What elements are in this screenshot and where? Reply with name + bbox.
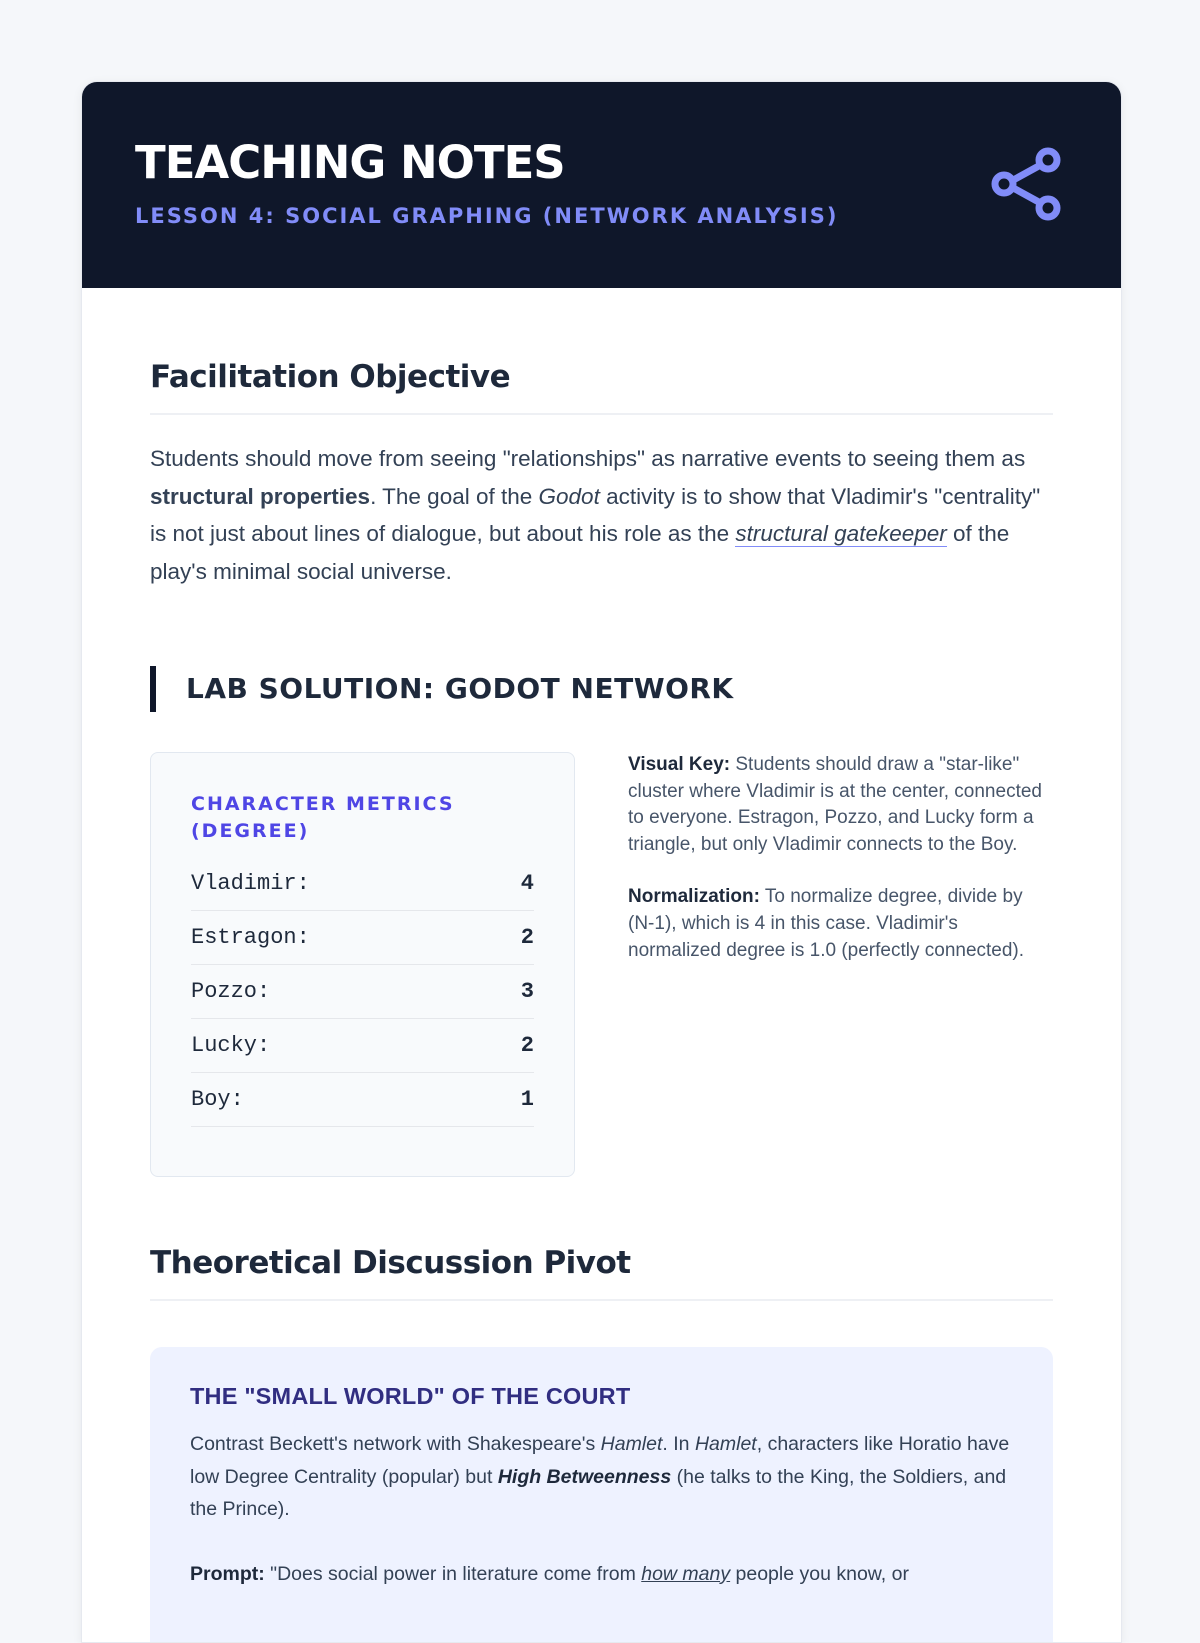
prompt-text: "Does social power in literature come from — [264, 1562, 642, 1585]
lab-notes — [628, 752, 1053, 990]
metric-row — [191, 1073, 534, 1127]
theoretical-discussion-heading: Theoretical Discussion Pivot — [150, 1245, 1053, 1301]
prompt-rest: people you know, or — [730, 1562, 909, 1585]
objective-text-4: of the play's minimal social universe. — [150, 521, 1010, 584]
facilitation-objective-heading: Facilitation Objective — [150, 359, 1053, 415]
callout-text-2: . In — [662, 1433, 695, 1455]
callout-em-hamlet-1: Hamlet — [600, 1433, 663, 1455]
metric-row — [191, 1019, 534, 1073]
callout-text-1: Contrast Beckett's network with Shakespeare's — [190, 1433, 601, 1455]
lesson-subtitle: LESSON 4: SOCIAL GRAPHING (NETWORK ANALYSIS) — [135, 204, 839, 228]
callout-title: THE "SMALL WORLD" OF THE COURT — [190, 1383, 631, 1409]
objective-em-gatekeeper: structural gatekeeper — [735, 521, 947, 546]
metric-name: Estragon: — [191, 925, 310, 950]
metric-row — [191, 911, 534, 965]
callout-em-hamlet-2: Hamlet — [694, 1433, 757, 1455]
teaching-notes-card — [81, 81, 1122, 1643]
normalization-note — [628, 884, 1053, 964]
prompt-paragraph — [190, 1558, 1013, 1591]
character-metrics-panel — [150, 752, 575, 1177]
visual-key-note — [628, 752, 1053, 858]
callout-text-4: (he talks to the King, the Soldiers, and the Prince). — [190, 1465, 1007, 1520]
objective-text-2: . The goal of the — [370, 483, 539, 509]
metrics-title: CHARACTER METRICS (DEGREE) — [191, 793, 455, 842]
metric-name: Pozzo: — [191, 979, 271, 1004]
callout-text-3: , characters like Horatio have low Degree Centrality (popular) but — [190, 1433, 1010, 1488]
objective-text-3: activity is to show that Vladimir's "centrality" is not just about lines of dialogue, but about his role as the — [150, 483, 1041, 546]
metric-value: 4 — [520, 871, 534, 896]
objective-bold-structural: structural properties — [150, 483, 371, 509]
lab-solution-heading: LAB SOLUTION: GODOT NETWORK — [150, 666, 734, 712]
callout-paragraph — [190, 1428, 1013, 1526]
callout-bold-betweenness: High Betweenness — [497, 1465, 672, 1488]
visual-key-text: Students should draw a "star-like" cluster where Vladimir is at the center, connected to everyone. Estragon, Pozzo, and Lucky form a triangle, but only Vladimir connects to the Boy. — [628, 754, 1042, 855]
visual-key-label: Visual Key: — [628, 754, 731, 775]
share-icon[interactable] — [990, 146, 1066, 222]
objective-text-1: Students should move from seeing "relationships" as narrative events to seeing them as — [150, 446, 1026, 471]
metric-row — [191, 857, 534, 911]
prompt-label: Prompt: — [190, 1562, 265, 1585]
metric-name: Lucky: — [191, 1033, 271, 1058]
objective-paragraph — [150, 440, 1053, 590]
metric-name: Boy: — [191, 1087, 244, 1112]
small-world-callout — [150, 1347, 1053, 1643]
metric-row — [191, 965, 534, 1019]
prompt-em-how-many: how many — [641, 1562, 731, 1585]
normalization-text: To normalize degree, divide by (N-1), which is 4 in this case. Vladimir's normalized degree is 1.0 (perfectly connected). — [628, 886, 1025, 961]
page-title: TEACHING NOTES — [135, 136, 565, 189]
metric-value: 3 — [520, 979, 534, 1004]
normalization-label: Normalization: — [628, 886, 760, 908]
metric-value: 2 — [520, 1033, 534, 1058]
page-header — [82, 82, 1121, 288]
metric-value: 2 — [520, 925, 534, 950]
metric-name: Vladimir: — [191, 871, 310, 896]
metric-value: 1 — [520, 1087, 534, 1112]
objective-em-godot: Godot — [538, 483, 600, 509]
